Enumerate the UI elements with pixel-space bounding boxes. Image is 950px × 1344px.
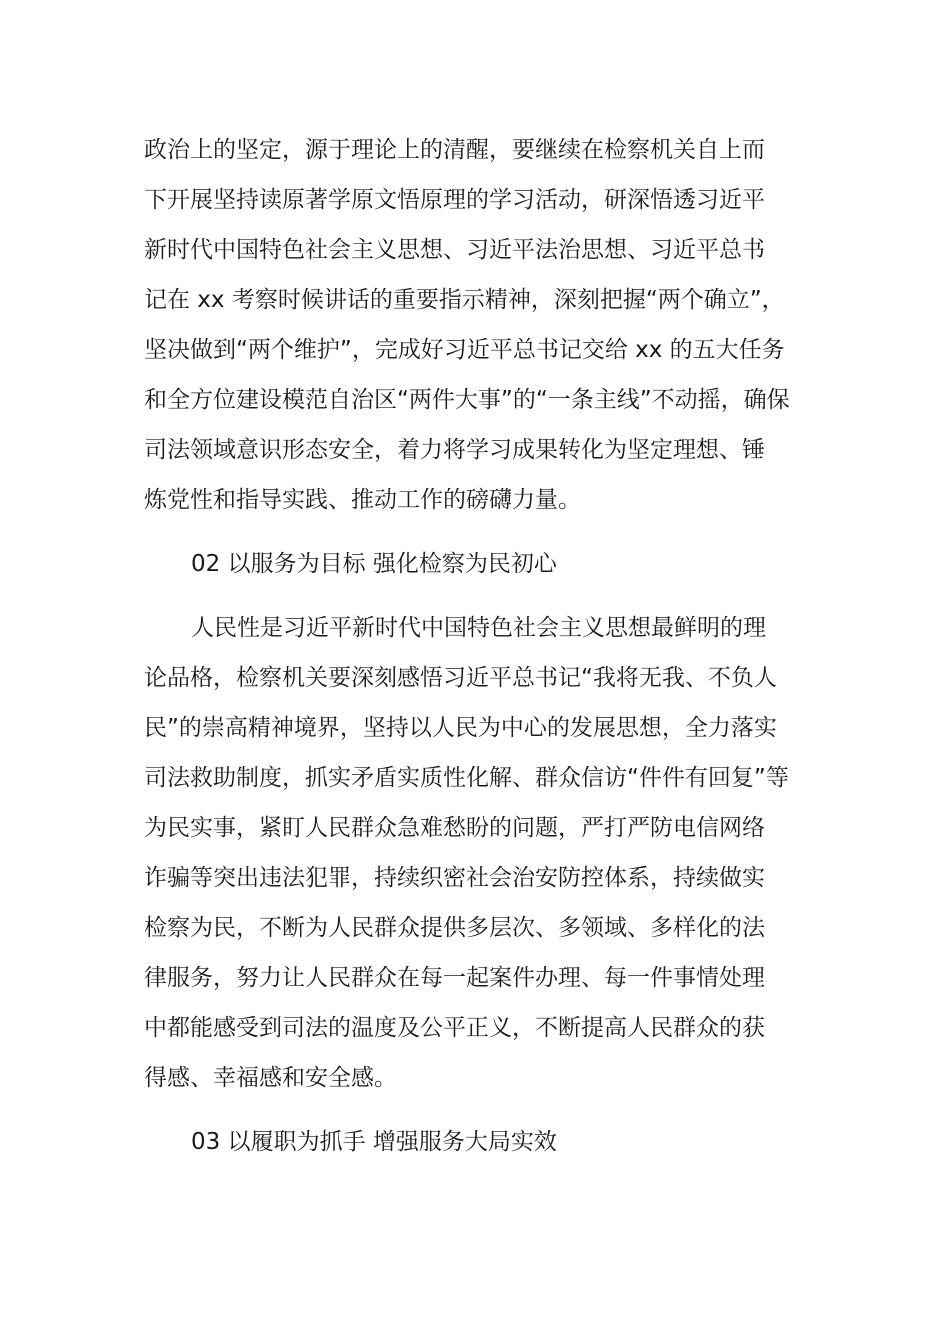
paragraph-1-line-4: 记在 xx 考察时候讲话的重要指示精神，深刻把握“两个确立”， <box>144 287 785 313</box>
section-heading-03: 03 以履职为抓手 增强服务大局实效 <box>191 1129 557 1155</box>
paragraph-2-line-4: 司法救助制度，抓实矛盾实质性化解、群众信访“件件有回复”等 <box>144 765 789 791</box>
paragraph-1-line-6: 和全方位建设模范自治区“两件大事”的“一条主线”不动摇，确保 <box>144 387 790 413</box>
paragraph-2-line-7: 检察为民，不断为人民群众提供多层次、多领域、多样化的法 <box>144 915 765 941</box>
paragraph-1-line-2: 下开展坚持读原著学原文悟原理的学习活动，研深悟透习近平 <box>144 187 765 213</box>
paragraph-2-line-3: 民”的崇高精神境界，坚持以人民为中心的发展思想，全力落实 <box>144 715 777 741</box>
paragraph-2-line-8: 律服务，努力让人民群众在每一起案件办理、每一件事情处理 <box>144 965 765 991</box>
paragraph-1-line-1: 政治上的坚定，源于理论上的清醒，要继续在检察机关自上而 <box>144 137 765 163</box>
paragraph-2-line-10: 得感、幸福感和安全感。 <box>144 1065 397 1091</box>
paragraph-2-line-6: 诈骗等突出违法犯罪，持续织密社会治安防控体系，持续做实 <box>144 865 765 891</box>
paragraph-1-line-7: 司法领域意识形态安全，着力将学习成果转化为坚定理想、锤 <box>144 437 765 463</box>
paragraph-2-line-1: 人民性是习近平新时代中国特色社会主义思想最鲜明的理 <box>191 615 766 641</box>
paragraph-2-line-9: 中都能感受到司法的温度及公平正义，不断提高人民群众的获 <box>144 1015 765 1041</box>
paragraph-1-line-5: 坚决做到“两个维护”，完成好习近平总书记交给 xx 的五大任务 <box>144 337 785 363</box>
paragraph-2-line-5: 为民实事，紧盯人民群众急难愁盼的问题，严打严防电信网络 <box>144 815 765 841</box>
paragraph-1-line-3: 新时代中国特色社会主义思想、习近平法治思想、习近平总书 <box>144 237 765 263</box>
section-heading-02: 02 以服务为目标 强化检察为民初心 <box>191 551 557 577</box>
paragraph-1-line-8: 炼党性和指导实践、推动工作的磅礴力量。 <box>144 487 581 513</box>
paragraph-2-line-2: 论品格，检察机关要深刻感悟习近平总书记“我将无我、不负人 <box>144 665 777 691</box>
